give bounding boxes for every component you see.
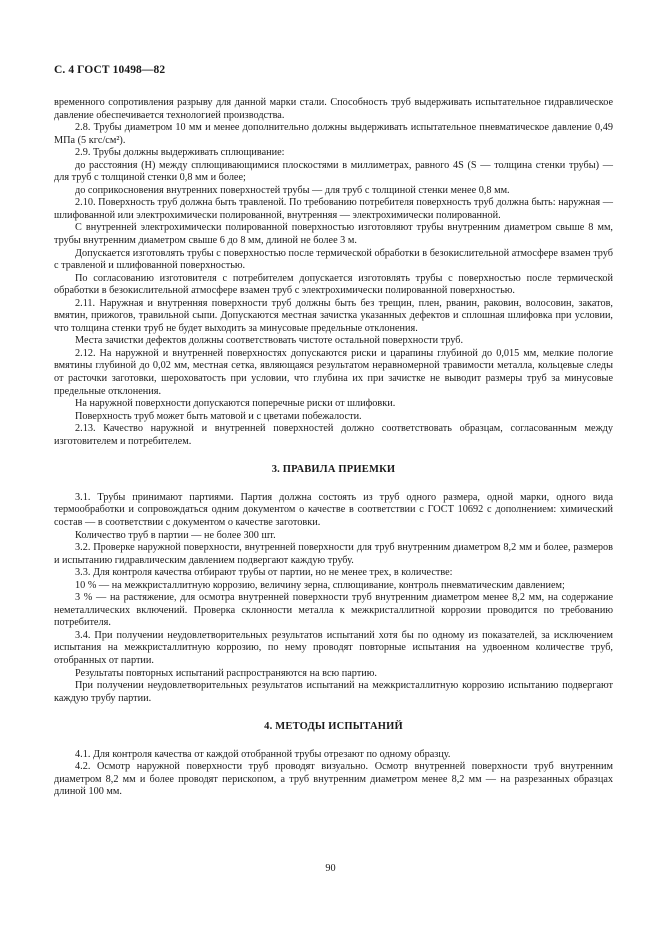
paragraph-3-3-b: 3 % — на растяжение, для осмотра внутренней поверхности труб внутренним диаметром менее 8,2 мм, на содержание неметаллических включений. Проверка склонности металла к межкристаллитной коррозии проводится по требованию потребителя. bbox=[54, 592, 613, 629]
paragraph-2-11: 2.11. Наружная и внутренняя поверхности труб должны быть без трещин, плен, рванин, раковин, волосовин, закатов, вмятин, прижогов, травильной сыпи. Допускаются местная зачистка указанных дефектов и сплошная шлифовка при условии, что толщина стенки труб не будет выходить за минусовые предельные отклонения. bbox=[54, 297, 613, 334]
paragraph-2-12-b: Поверхность труб может быть матовой и с цветами побежалости. bbox=[75, 410, 362, 422]
paragraph-2-10-a: С внутренней электрохимически полированной поверхностью изготовляют трубы внутренним диаметром свыше 8 мм, трубы внутренним диаметром свыше 6 до 8 мм, длиной не более 3 м. bbox=[54, 222, 613, 247]
paragraph-2-10-b: Допускается изготовлять трубы с поверхностью после термической обработки в безокислительной атмосфере взамен труб с травленой и шлифованной поверхностью. bbox=[54, 247, 613, 272]
paragraph-2-10: 2.10. Поверхность труб должна быть травленой. По требованию потребителя поверхность труб должна быть: наружная — шлифованной или электрохимически полированной, внутренняя — электрохимически полированной. bbox=[54, 197, 613, 221]
paragraph-2-9: 2.9. Трубы должны выдерживать сплющивание: bbox=[75, 147, 285, 159]
paragraph-2-12: 2.12. На наружной и внутренней поверхностях допускаются риски и царапины глубиной до 0,015 мм, мелкие пологие вмятины глубиной до 0,02 мм, местная сетка, являющаяся результатом неравномерной травимости металла, кольцевые следы от расточки заготовки, шероховатость при условии, что глубина их при зачистке не выводит размеры труб за минусовые предельные отклонения. bbox=[54, 347, 613, 397]
paragraph-2-8: 2.8. Трубы диаметром 10 мм и менее дополнительно должны выдерживать испытательное пневматическое давление 0,49 МПа (5 кгс/см²). bbox=[54, 122, 613, 146]
paragraph-2-11-a: Места зачистки дефектов должны соответствовать чистоте остальной поверхности труб. bbox=[75, 335, 464, 347]
paragraph-2-10-c: По согласованию изготовителя с потребителем допускается изготовлять трубы с поверхностью после термической обработки в безокислительной атмосфере взамен труб с электрохимически полированной поверхностью. bbox=[54, 272, 613, 297]
paragraph-3-1: 3.1. Трубы принимают партиями. Партия должна состоять из труб одного размера, одной марки, одного вида термообработки и сопровождаться одним документом о качестве в соответствии с ГОСТ 10692 с дополнением: химический состав — в соответствии с документом о качестве заготовки. bbox=[54, 491, 613, 528]
paragraph-continuation: временного сопротивления разрыву для данной марки стали. Способность труб выдерживать испытательное гидравлическое давление обеспечивается технологией производства. bbox=[54, 97, 613, 121]
document-body bbox=[54, 97, 613, 799]
paragraph-4-1: 4.1. Для контроля качества от каждой отобранной трубы отрезают по одному образцу. bbox=[75, 748, 451, 760]
section-4-heading: 4. МЕТОДЫ ИСПЫТАНИЙ bbox=[264, 721, 403, 733]
paragraph-3-4: 3.4. При получении неудовлетворительных результатов испытаний хотя бы по одному из показателей, за исключением испытания на межкристаллитную коррозию, по нему проводят повторные испытания на удвоенном количестве труб, отобранных от партии. bbox=[54, 629, 613, 666]
paragraph-3-4-a: Результаты повторных испытаний распространяются на всю партию. bbox=[75, 667, 377, 679]
paragraph-2-13: 2.13. Качество наружной и внутренней поверхностей должно соответствовать образцам, согласованным между изготовителем и потребителем. bbox=[54, 423, 613, 447]
paragraph-3-1-a: Количество труб в партии — не более 300 шт. bbox=[75, 529, 276, 541]
paragraph-2-9-a: до расстояния (H) между сплющивающимися плоскостями в миллиметрах, равного 4S (S — толщина стенки трубы) — для труб с толщиной стенки 0,8 мм и более; bbox=[54, 159, 613, 184]
paragraph-3-3-a: 10 % — на межкристаллитную коррозию, величину зерна, сплющивание, контроль пневматическим давлением; bbox=[75, 579, 565, 591]
paragraph-2-9-b: до соприкосновения внутренних поверхностей трубы — для труб с толщиной стенки менее 0,8 мм. bbox=[75, 184, 510, 196]
section-3-heading: 3. ПРАВИЛА ПРИЕМКИ bbox=[271, 464, 396, 476]
page-header: С. 4 ГОСТ 10498—82 bbox=[54, 64, 166, 76]
paragraph-3-4-b: При получении неудовлетворительных результатов испытаний на межкристаллитную коррозию испытанию подвергают каждую трубу партии. bbox=[54, 680, 613, 704]
paragraph-3-2: 3.2. Проверке наружной поверхности, внутренней поверхности для труб внутренним диаметром 8,2 мм и более, размеров и испытанию гидравлическим давлением подвергают каждую трубу. bbox=[54, 542, 613, 566]
paragraph-4-2: 4.2. Осмотр наружной поверхности труб проводят визуально. Осмотр внутренней поверхности труб внутренним диаметром 8,2 мм и более проводят перископом, а труб внутренним диаметром менее 8,2 мм — на разрезанных образцах длиной 100 мм. bbox=[54, 761, 613, 798]
paragraph-3-3: 3.3. Для контроля качества отбирают трубы от партии, но не менее трех, в количестве: bbox=[75, 567, 453, 579]
page-number: 90 bbox=[325, 863, 336, 874]
paragraph-2-12-a: На наружной поверхности допускаются поперечные риски от шлифовки. bbox=[75, 398, 396, 410]
